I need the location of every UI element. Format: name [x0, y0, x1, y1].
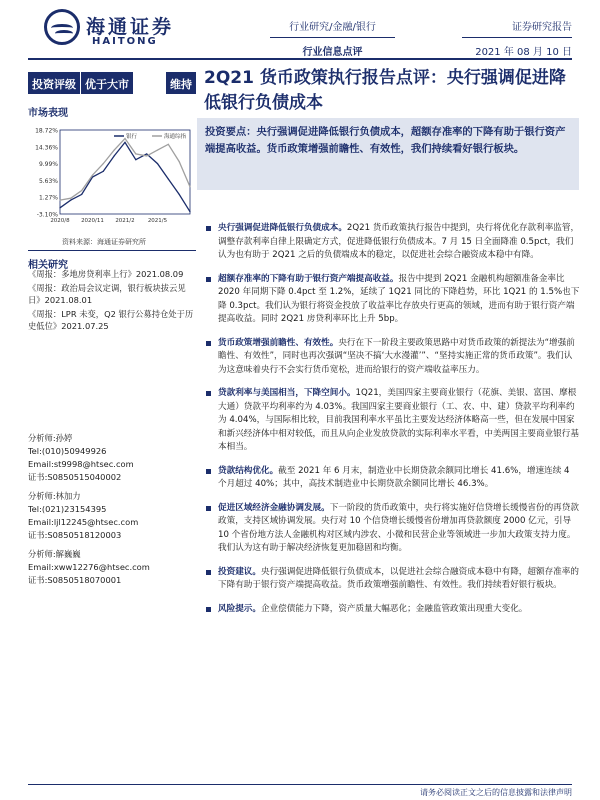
- key-point: [204, 337, 580, 378]
- key-point: [204, 273, 580, 327]
- key-point: [204, 465, 580, 492]
- data-point: [81, 194, 82, 195]
- market-chart-svg: [28, 122, 196, 232]
- data-point: [70, 200, 71, 201]
- key-point-body: 下一阶段的货币政策中，央行将实施好信贷增长缓慢省份的再贷款政策，支持区域协调发展。央行对 10 个信贷增长缓慢省份增加再贷款额度 2000 亿元，引导 10 个省份地方法人金融机构对区域内涉农、小微和民营企业等领域进一步加大政策支持力度。我们认为这有助于解决经济恢复更加稳固和均衡。: [218, 502, 579, 553]
- key-point-body: 企业偿债能力下降，资产质量大幅恶化；金融监管政策出现重大变化。: [260, 603, 528, 614]
- data-point: [59, 207, 60, 208]
- left-divider: [28, 250, 196, 251]
- footer-divider: [28, 784, 572, 785]
- key-point-heading: 投资建议。: [218, 566, 261, 577]
- bullet-marker-icon: [206, 341, 211, 346]
- bullet-marker-icon: [206, 226, 211, 231]
- analyst-email[interactable]: Email:st9998@htsec.com: [28, 459, 134, 469]
- analyst-email[interactable]: Email:ljl12245@htsec.com: [28, 517, 139, 527]
- data-point: [124, 138, 125, 139]
- key-point-heading: 贷款利率与美国相当，下降空间小。: [218, 388, 356, 398]
- data-point: [114, 155, 115, 156]
- rating-status: 维持: [165, 72, 196, 94]
- key-point-heading: 贷款结构优化。: [218, 465, 279, 476]
- bullet-marker-icon: [206, 570, 211, 575]
- x-tick-label: 2021/5: [147, 218, 168, 224]
- data-point: [103, 163, 104, 164]
- data-point: [146, 155, 147, 156]
- report-subcategory: 行业信息点评: [302, 47, 363, 58]
- key-point-body: 报告中提到 2Q21 金融机构超额准备金率比 2020 年同期下降 0.4pct 至 1.2%，延续了 1Q21 同比的下降趋势，环比 1Q21 的 1.5%也下降 0.3pct。我们认为银行将资金投放了收益率比存放央行更高的领域，进而有助于银行资产端提高收益。同时 2Q21 房贷利率环比上升 5bp。: [218, 273, 580, 324]
- y-tick-label: 5.63%: [38, 177, 58, 185]
- investment-summary-box: 投资要点：央行强调促进降低银行负债成本，超额存准率的下降有助于银行资产端提高收益。货币政策增强前瞻性、有效性，我们持续看好银行板块。: [197, 118, 579, 190]
- key-point-body: 1Q21，美国四家主要商业银行（花旗、美银、富国、摩根大通）贷款平均利率约为 4.03%。我国四家主要商业银行（工、农、中、建）贷款平均利率约为 4.04%，与国际相比较，目前我国利率水平虽比主要发达经济体略高一些，但在发展中国家和新兴经济体中相对较低，而且从向企业发放贷款的实际利率水平看，中美两国主要商业银行基本相当。: [218, 388, 579, 452]
- report-type: 证券研究报告: [462, 18, 572, 38]
- data-point: [189, 186, 190, 187]
- data-point: [81, 190, 82, 191]
- report-category-block: [270, 18, 395, 58]
- x-tick-label: 2020/11: [81, 218, 104, 224]
- bullet-marker-icon: [206, 607, 211, 612]
- related-research-list: [28, 268, 196, 334]
- bullet-marker-icon: [206, 277, 211, 282]
- data-point: [157, 149, 158, 150]
- data-point: [59, 200, 60, 201]
- series-line-2: [60, 139, 190, 201]
- analyst-email[interactable]: Email:xww12276@htsec.com: [28, 562, 150, 572]
- data-point: [179, 161, 180, 162]
- data-point: [124, 142, 125, 143]
- related-report-link[interactable]: 《周报：多地房贷利率上行》2021.08.09: [28, 269, 184, 279]
- analyst-cert: 证书:S0850515040002: [28, 472, 122, 482]
- key-point: [204, 222, 580, 263]
- analyst-phone: Tel:(021)23154395: [28, 504, 107, 514]
- report-category: 行业研究/金融/银行: [270, 18, 395, 38]
- analyst-name: 分析师:解巍巍: [28, 549, 81, 559]
- key-point-body: 央行强调促进降低银行负债成本，以促进社会综合融资成本稳中有降，超额存准率的下降有助于银行资产端提高收益。货币政策增强前瞻性、有效性。我们持续看好银行板块。: [218, 566, 579, 590]
- data-point: [135, 153, 136, 154]
- chart-source-note: 资料来源：海通证券研究所: [62, 238, 146, 246]
- data-point: [157, 163, 158, 164]
- analyst-phone: Tel:(010)50949926: [28, 446, 107, 456]
- header-divider: [28, 58, 572, 60]
- analyst-name: 分析师:孙婷: [28, 433, 73, 443]
- rating-value: 优于大市: [80, 72, 133, 94]
- market-performance-chart: [28, 122, 196, 232]
- report-meta-block: [462, 18, 572, 58]
- data-point: [103, 171, 104, 172]
- data-point: [146, 153, 147, 154]
- haitong-logo-icon: [44, 9, 80, 45]
- y-tick-label: -3.10%: [36, 211, 58, 219]
- logo-english-name: HAITONG: [92, 36, 158, 47]
- y-tick-label: 1.27%: [38, 194, 58, 202]
- investment-rating-bar: [28, 72, 196, 94]
- key-point-body: 2Q21 货币政策执行报告中提到，央行将优化存款利率监管，调整存款利率自律上限确定方式，促进降低银行负债成本。7 月 15 日全面降准 0.5pct，我们认为也有助于 2Q21 之后的负债端成本的稳定，以促进社会综合融资成本稳中有降。: [218, 223, 580, 260]
- key-point-heading: 促进区域经济金融协调发展。: [218, 502, 330, 513]
- key-point: [204, 502, 580, 556]
- analyst-cert: 证书:S0850518070001: [28, 575, 122, 585]
- analyst-contacts: [28, 432, 196, 593]
- analyst-card: [28, 490, 196, 542]
- key-point: [204, 566, 580, 593]
- x-tick-label: 2020/8: [50, 218, 70, 224]
- legend-label: 银行: [126, 134, 138, 140]
- analyst-card: [28, 432, 196, 484]
- data-point: [168, 144, 169, 145]
- data-point: [135, 159, 136, 160]
- analyst-name: 分析师:林加力: [28, 491, 81, 501]
- data-point: [168, 178, 169, 179]
- x-tick-label: 2021/2: [115, 218, 135, 224]
- related-report-link[interactable]: 《周报：政治局会议定调，银行板块拔云见日》2021.08.01: [28, 283, 186, 305]
- key-point-heading: 货币政策增强前瞻性、有效性。: [218, 337, 339, 348]
- key-point: [204, 387, 580, 455]
- related-heading: 相关研究: [28, 260, 68, 271]
- y-tick-label: 14.36%: [35, 144, 58, 152]
- analyst-card: [28, 548, 196, 587]
- key-point-body: 央行在下一阶段主要政策思路中对货币政策的新提法为“增强前瞻性、有效性”，同时也再次强调“坚决不搞‘大水漫灌’”、“坚持实施正常的货币政策”。我们认为这意味着央行不会实行货币宽松，进而给银行的资产端收益率压力。: [218, 337, 575, 375]
- bullet-marker-icon: [206, 391, 211, 396]
- data-point: [189, 211, 190, 212]
- disclaimer-footer: 请务必阅读正文之后的信息披露和法律声明: [420, 788, 572, 797]
- report-title: 2Q21 货币政策执行报告点评：央行强调促进降低银行负债成本: [204, 68, 566, 113]
- key-point: [204, 603, 580, 617]
- key-points-list: [204, 222, 580, 626]
- key-point-heading: 超额存准率的下降有助于银行资产端提高收益。: [218, 273, 399, 284]
- data-point: [70, 198, 71, 199]
- key-point-heading: 央行强调促进降低银行负债成本。: [218, 223, 347, 233]
- data-point: [92, 175, 93, 176]
- analyst-cert: 证书:S0850518120003: [28, 530, 122, 540]
- bullet-marker-icon: [206, 506, 211, 511]
- series-line-1: [60, 142, 190, 211]
- legend-label: 海通综指: [164, 134, 187, 140]
- logo-chinese-name: 海通证券: [86, 16, 175, 38]
- y-tick-label: 18.72%: [35, 127, 58, 135]
- key-point-heading: 风险提示。: [218, 603, 261, 614]
- related-report-link[interactable]: 《周报：LPR 未变，Q2 银行公募持仓处于历史低位》2021.07.25: [28, 309, 194, 331]
- rating-label: 投资评级: [28, 72, 80, 94]
- key-point-body: 截至 2021 年 6 月末，制造业中长期贷款余额同比增长 41.6%，增速连续 4 个月超过 40%；其中，高技术制造业中长期贷款余额同比增长 46.3%。: [218, 465, 570, 489]
- y-tick-label: 9.99%: [38, 161, 58, 169]
- data-point: [179, 194, 180, 195]
- data-point: [114, 149, 115, 150]
- market-heading: 市场表现: [28, 108, 68, 119]
- bullet-marker-icon: [206, 469, 211, 474]
- report-date: 2021 年 08 月 10 日: [475, 47, 572, 58]
